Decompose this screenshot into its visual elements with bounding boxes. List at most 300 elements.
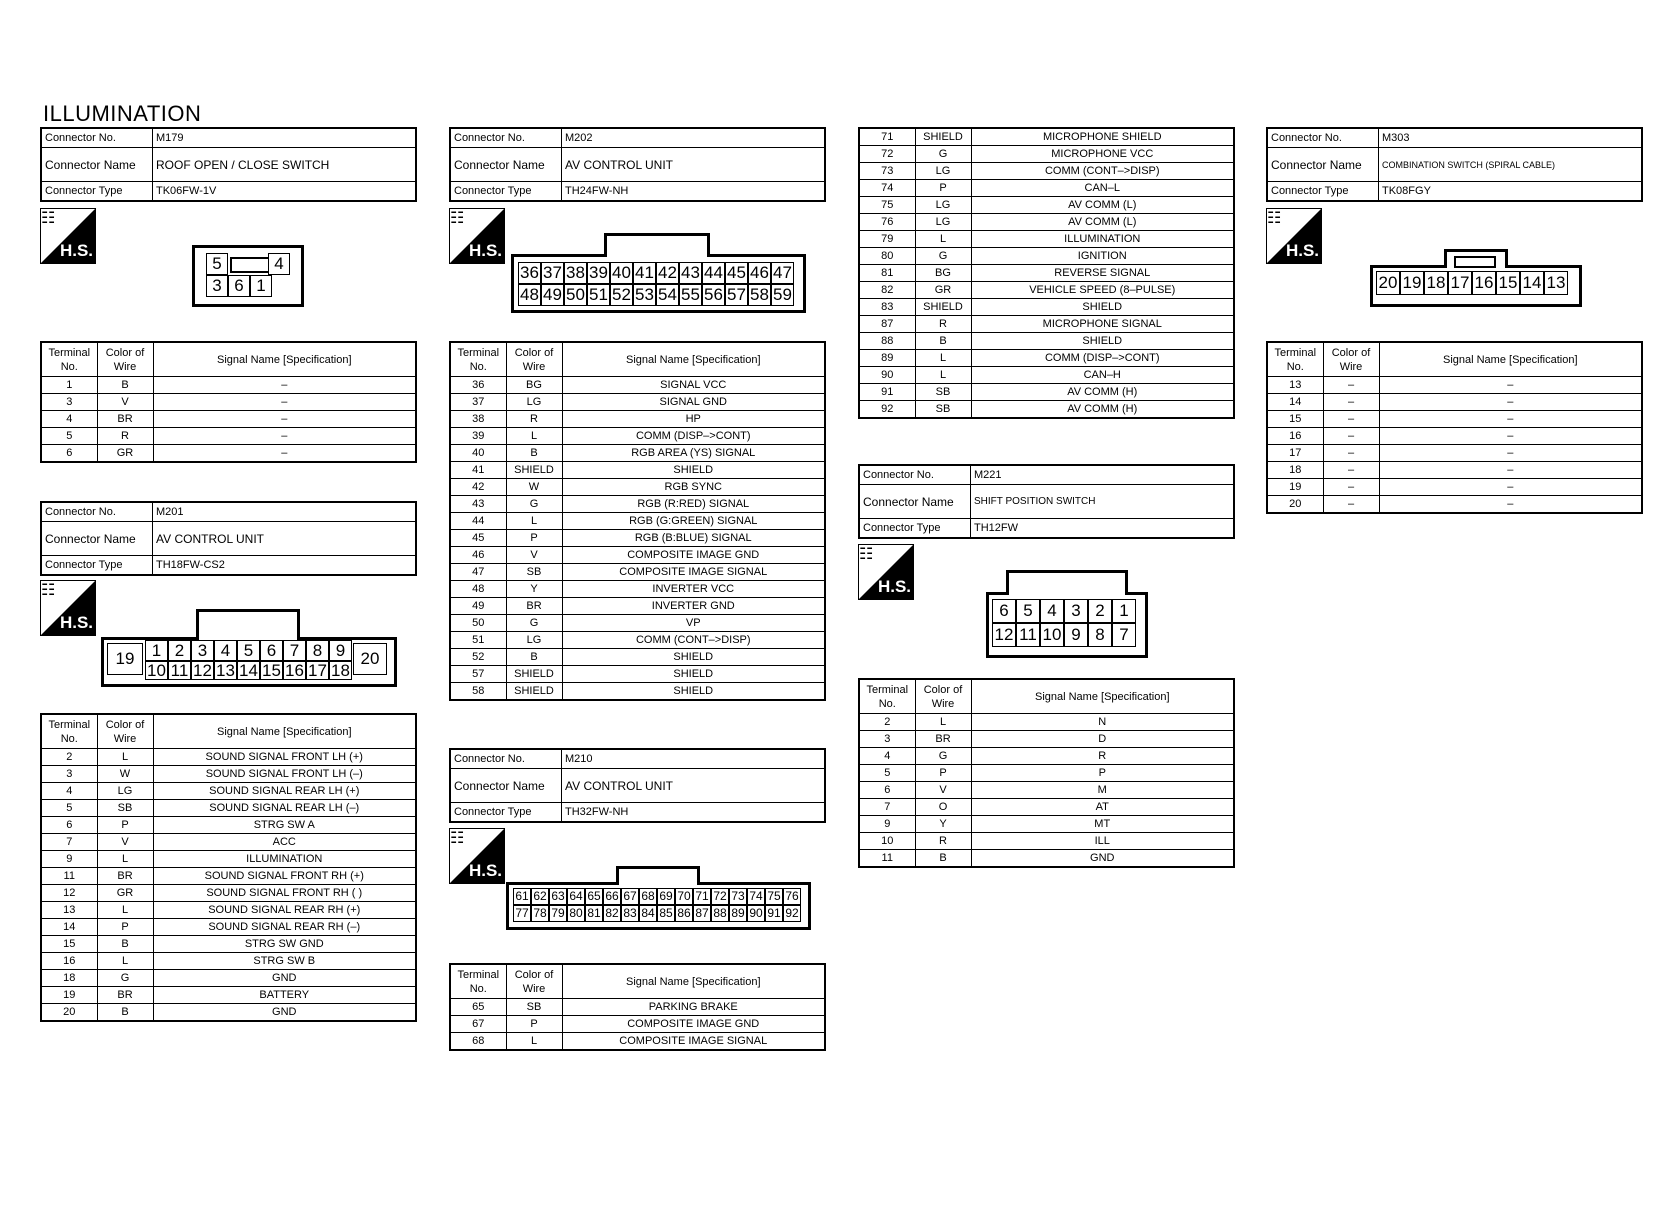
pin: 82 [603,905,621,922]
m202-pin-table [449,341,826,701]
wire-color-cell: – [1323,496,1379,514]
wire-color-cell: V [915,782,971,799]
signal-name-cell: IGNITION [971,248,1234,265]
pin: 53 [633,284,656,306]
table-row [1267,479,1642,496]
terminal-no-cell: 72 [859,146,915,163]
connector-m179-face [192,245,304,307]
pin: 47 [771,262,794,284]
m303-pin-table-wrap [1266,341,1643,514]
m179-pin-table [40,341,417,463]
connector-hood [1006,570,1128,595]
signal-name-cell: SHIELD [971,333,1234,350]
signal-name-cell: HP [562,411,825,428]
table-row [859,799,1234,816]
signal-name-cell: – [153,428,416,445]
signal-name-cell: GND [971,850,1234,868]
signal-name-cell: BATTERY [153,987,416,1004]
hs-label: H.S. [1285,241,1319,260]
connector-name-value: AV CONTROL UNIT [153,522,417,556]
pin: 19 [107,643,143,675]
terminal-no-cell: 11 [859,850,915,868]
signal-name-cell: – [1379,445,1642,462]
connector-name-label: Connector Name [41,522,153,556]
m221-pin-table [858,678,1235,868]
m303-pin-table [1266,341,1643,514]
signal-name-header: Signal Name [Specification] [562,964,825,999]
m210-pin-table-wrap [449,963,826,1051]
pin: 68 [639,888,657,905]
terminal-no-cell: 58 [450,683,506,701]
connector-m210-block [449,748,826,823]
terminal-no-cell: 87 [859,316,915,333]
terminal-no-cell: 13 [1267,377,1323,394]
wire-color-cell: L [97,749,153,766]
table-row [450,513,825,530]
signal-name-header: Signal Name [Specification] [153,714,416,749]
terminal-no-cell: 71 [859,128,915,146]
signal-name-cell: COMPOSITE IMAGE GND [562,547,825,564]
wire-color-cell: LG [915,197,971,214]
pin: 65 [585,888,603,905]
connector-m221-face [986,570,1148,660]
signal-name-cell: SOUND SIGNAL REAR LH (–) [153,800,416,817]
terminal-no-header: Terminal No. [1267,342,1323,377]
pin: 11 [1016,623,1040,647]
color-of-wire-header: Color of Wire [506,964,562,999]
pin: 55 [679,284,702,306]
hs-badge [449,828,505,884]
wire-color-cell: SB [915,401,971,419]
terminal-no-cell: 81 [859,265,915,282]
pin: 16 [1472,271,1496,295]
connector-m179-block [40,127,417,202]
wire-harness-icon: ☷ [41,582,56,599]
table-row [859,367,1234,384]
hs-badge [40,208,96,264]
connector-info-table [449,748,826,823]
pin: 20 [1376,271,1400,295]
table-row [41,411,416,428]
wire-color-cell: V [97,834,153,851]
pin: 90 [747,905,765,922]
table-row [859,128,1234,146]
table-row [859,146,1234,163]
wire-harness-icon: ☷ [859,546,874,563]
wire-color-cell: SHIELD [506,666,562,683]
pin: 51 [587,284,610,306]
pin: 7 [1112,623,1136,647]
pin: 17 [306,661,329,680]
signal-name-cell: SOUND SIGNAL REAR LH (+) [153,783,416,800]
wire-color-cell: B [915,850,971,868]
pin: 8 [306,640,329,661]
pin: 44 [702,262,725,284]
terminal-no-cell: 45 [450,530,506,547]
signal-name-cell: – [1379,462,1642,479]
signal-name-cell: MT [971,816,1234,833]
table-row [859,833,1234,850]
table-row [859,401,1234,419]
signal-name-cell: RGB (R:RED) SIGNAL [562,496,825,513]
signal-name-cell: INVERTER VCC [562,581,825,598]
wire-color-cell: LG [915,214,971,231]
table-row [41,1004,416,1022]
pin: 6 [228,275,250,297]
pin: 18 [1424,271,1448,295]
table-row [1267,394,1642,411]
hs-label: H.S. [877,577,911,596]
pin: 20 [353,643,387,675]
connector-m202-face [511,233,806,315]
pin: 1 [250,275,272,297]
table-row [41,851,416,868]
color-of-wire-header: Color of Wire [1323,342,1379,377]
connector-type-label: Connector Type [859,519,971,539]
table-row [41,749,416,766]
terminal-no-cell: 6 [41,817,97,834]
pin: 84 [639,905,657,922]
terminal-no-cell: 83 [859,299,915,316]
wire-color-cell: GR [915,282,971,299]
signal-name-cell: AV COMM (H) [971,401,1234,419]
pin: 10 [145,661,168,680]
signal-name-cell: SIGNAL VCC [562,377,825,394]
wire-color-cell: L [97,902,153,919]
wire-color-cell: L [915,231,971,248]
pin: 4 [1040,599,1064,623]
wire-color-cell: – [1323,479,1379,496]
hs-label: H.S. [59,241,93,260]
table-row [41,953,416,970]
pin: 10 [1040,623,1064,647]
signal-name-cell: RGB SYNC [562,479,825,496]
wire-color-cell: B [97,936,153,953]
signal-name-cell: – [1379,428,1642,445]
pin: 15 [260,661,283,680]
wire-color-cell: LG [915,163,971,180]
connector-info-table [858,464,1235,539]
table-row [450,479,825,496]
terminal-no-cell: 18 [41,970,97,987]
pin: 19 [1400,271,1424,295]
m179-pin-table-wrap [40,341,417,463]
pin: 80 [567,905,585,922]
color-of-wire-header: Color of Wire [506,342,562,377]
connector-m221-block [858,464,1235,539]
signal-name-cell: COMPOSITE IMAGE GND [562,1016,825,1033]
pin: 76 [783,888,801,905]
connector-no-label: Connector No. [450,749,562,769]
wire-harness-icon: ☷ [450,210,465,227]
signal-name-cell: CAN–H [971,367,1234,384]
table-row [859,714,1234,731]
m210-pin-table [449,963,826,1051]
terminal-no-cell: 7 [41,834,97,851]
wire-color-cell: G [506,496,562,513]
connector-info-table [40,127,417,202]
signal-name-cell: SHIELD [562,462,825,479]
wire-color-cell: P [97,919,153,936]
pin: 3 [1064,599,1088,623]
pin: 45 [725,262,748,284]
wire-color-cell: L [97,851,153,868]
pin: 41 [633,262,656,284]
terminal-no-cell: 46 [450,547,506,564]
terminal-no-cell: 13 [41,902,97,919]
wire-color-cell: BR [97,411,153,428]
wire-color-cell: R [506,411,562,428]
terminal-no-cell: 67 [450,1016,506,1033]
signal-name-cell: CAN–L [971,180,1234,197]
terminal-no-cell: 88 [859,333,915,350]
table-row [859,384,1234,401]
pin: 16 [283,661,306,680]
pin: 87 [693,905,711,922]
table-row [1267,462,1642,479]
pin: 12 [992,623,1016,647]
pin: 57 [725,284,748,306]
connector-no-value: M303 [1379,128,1643,148]
wire-color-cell: L [506,428,562,445]
pin: 42 [656,262,679,284]
signal-name-cell: STRG SW GND [153,936,416,953]
pin: 59 [771,284,794,306]
terminal-no-cell: 39 [450,428,506,445]
terminal-no-cell: 12 [41,885,97,902]
wire-color-cell: B [506,649,562,666]
terminal-no-cell: 1 [41,377,97,394]
hs-badge [40,580,96,636]
signal-name-cell: GND [153,970,416,987]
wire-color-cell: L [97,953,153,970]
wire-color-cell: B [506,445,562,462]
table-row [859,765,1234,782]
pin: 43 [679,262,702,284]
pin: 63 [549,888,567,905]
pin: 17 [1448,271,1472,295]
table-row [450,615,825,632]
table-row [859,333,1234,350]
terminal-no-cell: 19 [41,987,97,1004]
connector-no-label: Connector No. [1267,128,1379,148]
table-row [859,816,1234,833]
terminal-no-cell: 79 [859,231,915,248]
signal-name-cell: – [1379,377,1642,394]
wire-color-cell: BR [97,987,153,1004]
terminal-no-cell: 90 [859,367,915,384]
table-row [450,462,825,479]
wire-color-cell: R [915,833,971,850]
wire-color-cell: V [97,394,153,411]
pin: 2 [1088,599,1112,623]
pin: 74 [747,888,765,905]
connector-name-value: ROOF OPEN / CLOSE SWITCH [153,148,417,182]
connector-name-label: Connector Name [859,485,971,519]
wire-color-cell: P [506,530,562,547]
terminal-no-cell: 5 [859,765,915,782]
signal-name-cell: MICROPHONE VCC [971,146,1234,163]
terminal-no-cell: 43 [450,496,506,513]
connector-type-value: TH32FW-NH [562,803,826,823]
wire-harness-icon: ☷ [1267,210,1282,227]
pin: 79 [549,905,567,922]
signal-name-cell: COMPOSITE IMAGE SIGNAL [562,564,825,581]
table-row [859,197,1234,214]
table-row [1267,411,1642,428]
terminal-no-cell: 16 [41,953,97,970]
pin: 9 [1064,623,1088,647]
terminal-no-cell: 74 [859,180,915,197]
terminal-no-cell: 15 [41,936,97,953]
pin: 38 [564,262,587,284]
signal-name-cell: SIGNAL GND [562,394,825,411]
terminal-no-cell: 42 [450,479,506,496]
pin: 5 [237,640,260,661]
terminal-no-cell: 7 [859,799,915,816]
signal-name-header: Signal Name [Specification] [153,342,416,377]
terminal-no-header: Terminal No. [859,679,915,714]
pin: 12 [191,661,214,680]
connector-m303-face [1370,249,1582,309]
table-row [450,598,825,615]
signal-name-cell: INVERTER GND [562,598,825,615]
table-row [41,445,416,463]
connector-no-label: Connector No. [859,465,971,485]
pin: 61 [513,888,531,905]
wire-color-cell: L [915,367,971,384]
wire-color-cell: – [1323,428,1379,445]
table-row [859,248,1234,265]
connector-name-label: Connector Name [1267,148,1379,182]
terminal-no-cell: 92 [859,401,915,419]
connector-m303-block [1266,127,1643,202]
table-row [859,748,1234,765]
signal-name-cell: SHIELD [562,666,825,683]
pin: 6 [992,599,1016,623]
connector-info-table [40,501,417,576]
wire-color-cell: – [1323,462,1379,479]
signal-name-cell: COMM (CONT–>DISP) [562,632,825,649]
terminal-no-cell: 9 [41,851,97,868]
connector-name-value: AV CONTROL UNIT [562,148,826,182]
signal-name-cell: P [971,765,1234,782]
connector-type-label: Connector Type [41,182,153,202]
wire-color-cell: O [915,799,971,816]
connector-no-value: M221 [971,465,1235,485]
table-row [41,902,416,919]
connector-name-label: Connector Name [450,148,562,182]
wire-harness-icon: ☷ [450,830,465,847]
terminal-no-cell: 16 [1267,428,1323,445]
table-row [1267,496,1642,514]
table-row [450,683,825,701]
wire-color-cell: G [915,748,971,765]
pin: 46 [748,262,771,284]
pin: 49 [541,284,564,306]
wire-color-cell: B [915,333,971,350]
pin: 36 [518,262,541,284]
wire-color-cell: – [1323,445,1379,462]
hs-badge [449,208,505,264]
wire-color-cell: SHIELD [915,299,971,316]
connector-latch [230,257,270,273]
connector-no-value: M210 [562,749,826,769]
signal-name-cell: – [153,411,416,428]
hs-label: H.S. [59,613,93,632]
signal-name-cell: SOUND SIGNAL FRONT RH ( ) [153,885,416,902]
terminal-no-cell: 41 [450,462,506,479]
pin: 91 [765,905,783,922]
signal-name-cell: COMM (DISP–>CONT) [562,428,825,445]
terminal-no-cell: 49 [450,598,506,615]
terminal-no-cell: 50 [450,615,506,632]
table-row [450,581,825,598]
table-row [41,987,416,1004]
signal-name-cell: STRG SW A [153,817,416,834]
wire-color-cell: SHIELD [506,462,562,479]
terminal-no-cell: 2 [859,714,915,731]
table-row [41,834,416,851]
table-row [450,445,825,462]
signal-name-cell: PARKING BRAKE [562,999,825,1016]
pin: 85 [657,905,675,922]
pin: 66 [603,888,621,905]
pin: 3 [206,275,228,297]
pin: 86 [675,905,693,922]
pin: 40 [610,262,633,284]
connector-m201-face [101,609,397,689]
connector-type-label: Connector Type [450,182,562,202]
table-row [450,428,825,445]
terminal-no-cell: 20 [1267,496,1323,514]
page-title: ILLUMINATION [43,101,202,126]
wire-color-cell: P [915,765,971,782]
signal-name-cell: REVERSE SIGNAL [971,265,1234,282]
wire-harness-icon: ☷ [41,210,56,227]
wire-color-cell: L [915,350,971,367]
table-row [859,731,1234,748]
wire-color-cell: SHIELD [506,683,562,701]
wire-color-cell: B [97,377,153,394]
terminal-no-cell: 82 [859,282,915,299]
terminal-no-cell: 73 [859,163,915,180]
signal-name-cell: VEHICLE SPEED (8–PULSE) [971,282,1234,299]
pin: 5 [206,253,228,275]
terminal-no-cell: 20 [41,1004,97,1022]
signal-name-cell: COMM (CONT–>DISP) [971,163,1234,180]
wire-color-cell: BR [915,731,971,748]
table-row [41,766,416,783]
table-row [859,163,1234,180]
wire-color-cell: Y [915,816,971,833]
table-row [41,394,416,411]
table-row [450,632,825,649]
wire-color-cell: G [915,248,971,265]
table-row [859,299,1234,316]
connector-no-label: Connector No. [41,502,153,522]
pin: 89 [729,905,747,922]
terminal-no-cell: 9 [859,816,915,833]
wire-color-cell: – [1323,411,1379,428]
terminal-no-cell: 40 [450,445,506,462]
signal-name-cell: – [153,377,416,394]
wire-color-cell: P [506,1016,562,1033]
signal-name-cell: AV COMM (L) [971,197,1234,214]
wire-color-cell: L [506,1033,562,1051]
hs-label: H.S. [468,861,502,880]
terminal-no-cell: 3 [859,731,915,748]
